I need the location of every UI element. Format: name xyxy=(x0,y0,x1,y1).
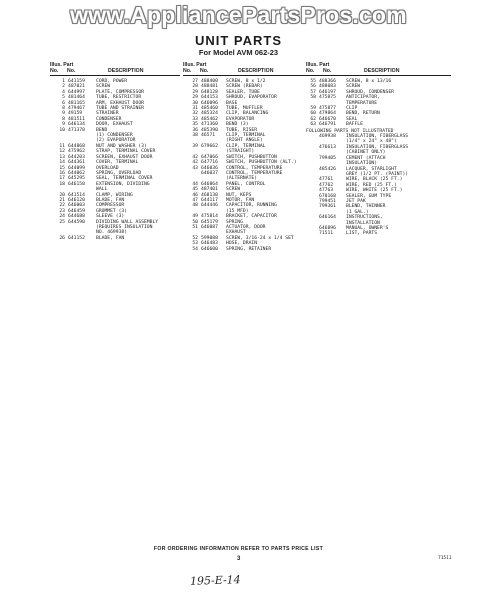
part-number: 487401 xyxy=(201,187,218,193)
column-header xyxy=(183,62,308,79)
illus-number: 47 xyxy=(192,197,198,203)
illus-number: 13 xyxy=(59,154,65,160)
part-number: 599088 xyxy=(201,235,218,241)
part-number: 644099 xyxy=(68,165,85,171)
part-number: 641159 xyxy=(68,79,85,84)
part-description: BLEND, THINNER xyxy=(346,204,386,210)
illus-number: 9 xyxy=(62,111,65,117)
part-description: LIST, PARTS xyxy=(346,231,378,237)
header-rule xyxy=(306,75,451,76)
parts-column-3 xyxy=(306,62,451,237)
part-number: 679662 xyxy=(201,143,218,149)
part-description: SPRING xyxy=(226,219,243,225)
part-number: 47762 xyxy=(319,182,334,188)
part-description: DOOR, EXHAUST xyxy=(96,122,133,128)
header-description: DESCRIPTION xyxy=(238,68,274,74)
part-description: SCREW, 3/16-24 x 1/4 SET xyxy=(226,235,294,241)
part-description: MANUAL, OWNER'S xyxy=(346,225,389,231)
part-number: 646600 xyxy=(201,246,218,252)
part-description: ACTUATOR, DOOR xyxy=(226,224,266,230)
part-number: 644590 xyxy=(68,219,85,225)
illus-number: 30 xyxy=(192,100,198,106)
part-number: 799451 xyxy=(319,198,336,204)
part-number: 485324 xyxy=(201,111,218,117)
illus-number: 62 xyxy=(310,116,316,122)
illus-number: 56 xyxy=(310,84,316,90)
illus-number: 22 xyxy=(59,203,65,209)
part-description: CLIP, TERMINAL xyxy=(226,143,266,149)
part-description: BLADE, FAN xyxy=(96,197,125,203)
part-number: 641514 xyxy=(68,192,85,198)
part-description: SLEEVE (3) xyxy=(96,214,125,220)
part-description: CONDENSER xyxy=(96,116,122,122)
part-number: 646459 xyxy=(68,208,85,214)
part-description: NUT AND WASHER (3) xyxy=(96,143,147,149)
part-description: NO. 469938) xyxy=(96,230,128,236)
header-no: No. xyxy=(50,68,59,74)
part-number: 647066 xyxy=(201,154,218,160)
parts-list-not-illustrated xyxy=(306,134,451,237)
part-number: 71511 xyxy=(319,231,334,237)
illus-number: 20 xyxy=(59,192,65,198)
part-number: 646150 xyxy=(68,181,85,187)
part-description: CONTROL, TEMPERATURE xyxy=(226,165,283,171)
part-number: 488083 xyxy=(319,84,336,90)
parts-column-2 xyxy=(183,62,308,252)
illus-number: 2 xyxy=(62,84,65,90)
part-number: 475877 xyxy=(319,106,336,112)
part-number: 485462 xyxy=(201,116,218,122)
part-description: WIRE, BLACK (25 FT.) xyxy=(346,177,403,183)
illus-number: 63 xyxy=(310,122,316,128)
part-description: ARM, EXHAUST DOOR xyxy=(96,100,144,106)
part-description: TUBE, MUFFLER xyxy=(226,106,263,112)
illus-number: 49 xyxy=(192,214,198,220)
illus-number: 15 xyxy=(59,165,65,171)
illus-number: 16 xyxy=(59,170,65,176)
part-description: GROMMET (3) xyxy=(96,208,128,214)
illus-number: 54 xyxy=(192,246,198,252)
illus-number: 29 xyxy=(192,95,198,101)
illus-number: 36 xyxy=(192,127,198,133)
illus-number: 31 xyxy=(192,106,198,112)
part-description: STRAINER xyxy=(96,111,119,117)
part-number: 644203 xyxy=(68,154,85,160)
header-no: No. xyxy=(306,68,315,74)
part-description: DIVIDING WALL ASSEMBLY xyxy=(96,219,159,225)
part-number: 471360 xyxy=(201,122,218,128)
part-description: INSTALLATION xyxy=(346,220,380,226)
part-number: 646896 xyxy=(319,225,336,231)
part-description: CLIP, TERMINAL xyxy=(226,133,266,139)
part-number: 47763 xyxy=(319,188,334,194)
illus-number: 23 xyxy=(59,208,65,214)
part-number: 488400 xyxy=(201,79,218,84)
part-description: ANTICIPATOR, xyxy=(346,95,380,101)
part-number: 646134 xyxy=(68,122,85,128)
header-no: No. xyxy=(183,68,192,74)
header-illus: Illus. Part xyxy=(306,62,330,68)
part-description: TUBE AND STRAINER xyxy=(96,106,144,112)
part-description: SCREEN, EXHAUST DOOR xyxy=(96,154,153,160)
part-number: 488481 xyxy=(201,84,218,90)
header-part-no: No. xyxy=(200,68,209,74)
part-number: 488366 xyxy=(319,79,336,84)
page-number: 3 xyxy=(237,556,241,562)
column-header xyxy=(50,62,180,79)
part-number: 644688 xyxy=(68,214,85,220)
part-description: CLIP xyxy=(346,106,358,112)
illus-number: 42 xyxy=(192,154,198,160)
part-description: EXHAUST xyxy=(226,230,246,236)
part-description: (1) CONDENSER xyxy=(96,133,133,139)
part-number: 481511 xyxy=(68,116,85,122)
part-number: 479864 xyxy=(319,111,336,117)
part-description: CLIP, BALANCING xyxy=(226,111,269,117)
illus-number: 43 xyxy=(192,165,198,171)
part-description: CAPACITOR, RUNNING xyxy=(226,203,277,209)
part-description: (CABINET ONLY) xyxy=(346,150,386,156)
part-number: 646791 xyxy=(319,122,336,128)
part-description: TUBE, RISER xyxy=(226,127,258,133)
part-description: (1/4" x 24" x 48") xyxy=(346,139,397,145)
part-description: TEMPERATURE xyxy=(346,100,378,106)
illus-number: 8 xyxy=(62,106,65,112)
part-number: 644868 xyxy=(68,143,85,149)
part-number: 646164 xyxy=(319,215,336,221)
illus-number: 18 xyxy=(59,181,65,187)
part-description: BAFFLE xyxy=(346,122,363,128)
handwritten-note: 195-E-14 xyxy=(189,573,241,588)
part-description: (REQUIRES INSULATION xyxy=(96,224,153,230)
part-description: SWITCH, PUSHBUTTON xyxy=(226,154,277,160)
part-description: BEND xyxy=(96,127,108,133)
part-number: 644446 xyxy=(201,203,218,209)
illus-number: 42 xyxy=(192,160,198,166)
part-description: PANEL, CONTROL xyxy=(226,181,266,187)
part-description: SCREW, 8 x 1/2 xyxy=(226,79,266,84)
part-description: OVERLOAD xyxy=(96,165,119,171)
part-description: (2) EVAPORATOR xyxy=(96,138,136,144)
part-description: CONTROL, TEMPERATURE xyxy=(226,170,283,176)
part-number: 646037 xyxy=(201,170,218,176)
page-subtitle: For Model AVM 062-23 xyxy=(198,48,279,57)
part-number: 644361 xyxy=(68,160,85,166)
not-illustrated-notice: FOLLOWING PARTS NOT ILLUSTRATED xyxy=(306,128,394,134)
illus-number: 26 xyxy=(59,235,65,241)
part-number: 485426 xyxy=(319,166,336,172)
part-description: INSULATION, FIBERGLASS xyxy=(346,144,409,150)
part-number: 646197 xyxy=(319,89,336,95)
illus-number: 5 xyxy=(62,95,65,101)
part-description: BEND, RETURN xyxy=(346,111,380,117)
part-number: 644062 xyxy=(68,170,85,176)
part-description: BLADE, FAN xyxy=(96,235,125,241)
illus-number: 53 xyxy=(192,241,198,247)
part-number: 645295 xyxy=(68,176,85,182)
part-description: (15 MFD) xyxy=(226,208,249,214)
part-description: HOSE, DRAIN xyxy=(226,241,258,247)
parts-list xyxy=(183,79,308,252)
part-number: 476613 xyxy=(319,144,336,150)
part-description: CORD, POWER xyxy=(96,79,128,84)
illus-number: 46 xyxy=(192,192,198,198)
part-description: EXTENSION, DIVIDING xyxy=(96,181,150,187)
part-description: INSULATION) xyxy=(346,161,378,167)
part-number: 487021 xyxy=(68,84,85,90)
part-number: 648128 xyxy=(201,89,218,95)
parts-row xyxy=(306,231,451,236)
part-number: 47761 xyxy=(319,177,334,183)
part-number: 646003 xyxy=(68,203,85,209)
illus-number: 45 xyxy=(192,187,198,193)
illus-number: 60 xyxy=(310,111,316,117)
illus-number: 58 xyxy=(310,95,316,101)
part-number: 646120 xyxy=(68,197,85,203)
part-description: (ALTERNATE) xyxy=(226,176,258,182)
part-number: 485460 xyxy=(201,106,218,112)
part-description: SCREW xyxy=(226,187,241,193)
illus-number xyxy=(306,231,319,236)
header-illus: Illus. Part xyxy=(183,62,207,68)
part-description: TUBE, RESTRICTOR xyxy=(96,95,142,101)
illus-number: 27 xyxy=(192,79,198,84)
illus-number: 59 xyxy=(310,106,316,112)
part-description: BEND (3) xyxy=(226,122,249,128)
part-number: 646036 xyxy=(201,165,218,171)
part-description: NUT, KEPS xyxy=(226,192,252,198)
part-description: SEAL, TERMINAL COVER xyxy=(96,176,153,182)
header-illus: Illus. Part xyxy=(50,62,74,68)
illus-number: 10 xyxy=(59,127,65,133)
part-description: WIRE, RED (25 FT.) xyxy=(346,182,397,188)
part-number: 481165 xyxy=(68,100,85,106)
part-number: 645179 xyxy=(201,219,218,225)
part-description: CLAMP, WIRING xyxy=(96,192,133,198)
header-description: DESCRIPTION xyxy=(364,68,400,74)
part-number: 469938 xyxy=(319,134,336,140)
part-description: SCREW xyxy=(346,84,361,90)
illus-number: 21 xyxy=(59,197,65,203)
document-code: 71511 xyxy=(438,556,452,561)
part-description: EVAPORATOR xyxy=(226,116,255,122)
parts-row xyxy=(306,122,451,127)
illus-number: 4 xyxy=(62,89,65,95)
part-description: MOTOR, FAN xyxy=(226,197,255,203)
page-title: UNIT PARTS xyxy=(194,33,283,48)
part-description: SCREW, 8 x 13/16 xyxy=(346,79,392,84)
part-number: 799361 xyxy=(319,204,336,210)
illus-number: 38 xyxy=(192,133,198,139)
part-description: GREY (1/2 PT. (PAINT)) xyxy=(346,171,409,177)
parts-row xyxy=(183,247,308,252)
part-number: 644153 xyxy=(201,95,218,101)
parts-column-1 xyxy=(50,62,180,241)
illus-number: 9 xyxy=(62,122,65,128)
part-description: PLATE, COMPRESSOR xyxy=(96,89,144,95)
part-number: 670168 xyxy=(319,193,336,199)
illus-number: 12 xyxy=(59,149,65,155)
part-number: 49159 xyxy=(68,111,83,117)
part-description: SEALER, TUBE xyxy=(226,89,260,95)
part-number: 646087 xyxy=(201,224,218,230)
illus-number: 39 xyxy=(192,143,198,149)
part-description: SEALER, GUM TYPE xyxy=(346,193,392,199)
part-description: (RIGHT ANGLE) xyxy=(226,138,263,144)
part-number: 475875 xyxy=(319,95,336,101)
illus-number: 28 xyxy=(192,84,198,90)
header-part-no: No. xyxy=(67,68,76,74)
part-description: CEMENT (ATTACH xyxy=(346,155,386,161)
ordering-footer: FOR ORDERING INFORMATION REFER TO PARTS PRICE LIST xyxy=(153,546,324,552)
part-description: INSTRUCTIONS, xyxy=(346,215,383,221)
illus-number: 33 xyxy=(192,116,198,122)
part-number: 475814 xyxy=(201,214,218,220)
part-description: SHROUD, CONDENSER xyxy=(346,89,394,95)
illus-number: 55 xyxy=(310,79,316,84)
part-description: COMPRESSOR xyxy=(96,203,125,209)
part-description: SCREW xyxy=(96,84,111,90)
illus-number: 50 xyxy=(192,219,198,225)
illus-number: 11 xyxy=(59,143,65,149)
illus-number: 52 xyxy=(192,235,198,241)
part-number: 646096 xyxy=(201,100,218,106)
part-description: BRACKET, CAPACITOR xyxy=(226,214,277,220)
part-description: WIRE, WHITE (25 FT.) xyxy=(346,188,403,194)
part-description: COVER, TERMINAL xyxy=(96,160,139,166)
part-number: 485390 xyxy=(201,127,218,133)
part-description: BASE xyxy=(226,100,238,106)
illus-number: 35 xyxy=(192,122,198,128)
illus-number: 44 xyxy=(192,181,198,187)
part-description: (1 GAL.) xyxy=(346,209,369,215)
part-description: SPRING, OVERLOAD xyxy=(96,170,142,176)
part-number: 481464 xyxy=(68,95,85,101)
illus-number: 32 xyxy=(192,111,198,117)
part-description: STRAP, TERMINAL COVER xyxy=(96,149,156,155)
part-description: WALL xyxy=(96,187,108,193)
header-part-no: No. xyxy=(323,68,332,74)
part-number: 644997 xyxy=(68,89,85,95)
part-number: 799405 xyxy=(319,155,336,161)
part-number: 646483 xyxy=(201,241,218,247)
illus-number: 29 xyxy=(192,89,198,95)
illus-number: 17 xyxy=(59,176,65,182)
part-description: INSULATION, FIBERGLASS xyxy=(346,134,409,140)
watermark: www.AppliancePartsPros.com xyxy=(70,2,407,28)
illus-number: 6 xyxy=(62,100,65,106)
header-rule xyxy=(50,75,180,76)
illus-number: 25 xyxy=(59,219,65,225)
part-number: 479467 xyxy=(68,106,85,112)
illus-number: 8 xyxy=(62,116,65,122)
part-number: 646670 xyxy=(319,116,336,122)
part-number: 646864 xyxy=(201,181,218,187)
column-header xyxy=(306,62,451,79)
parts-list xyxy=(306,79,451,128)
part-description: LACQUER, STARLIGHT xyxy=(346,166,397,172)
parts-list xyxy=(50,79,180,241)
part-number: 641152 xyxy=(68,235,85,241)
part-description: SEAL xyxy=(346,116,358,122)
illus-number: 1 xyxy=(62,79,65,84)
parts-row xyxy=(50,236,180,241)
part-number: 644117 xyxy=(201,197,218,203)
illus-number: 24 xyxy=(59,214,65,220)
part-description: SHROUD, EVAPORATOR xyxy=(226,95,277,101)
header-rule xyxy=(183,75,308,76)
part-description: JET PAK xyxy=(346,198,366,204)
part-number: 475962 xyxy=(68,149,85,155)
illus-number: 48 xyxy=(192,203,198,209)
part-description: (STRAIGHT) xyxy=(226,149,255,155)
part-number: 468130 xyxy=(201,192,218,198)
part-description: SPRING, RETAINER xyxy=(226,246,272,252)
part-description: SWITCH, PUSHBUTTON (ALT.) xyxy=(226,160,297,166)
header-description: DESCRIPTION xyxy=(108,68,144,74)
illus-number: 57 xyxy=(310,89,316,95)
illus-number: 14 xyxy=(59,160,65,166)
illus-number: 51 xyxy=(192,224,198,230)
part-number: 471370 xyxy=(68,127,85,133)
part-number: 46571 xyxy=(201,133,216,139)
part-description: SCREW (REBAR) xyxy=(226,84,263,90)
part-number: 647716 xyxy=(201,160,218,166)
